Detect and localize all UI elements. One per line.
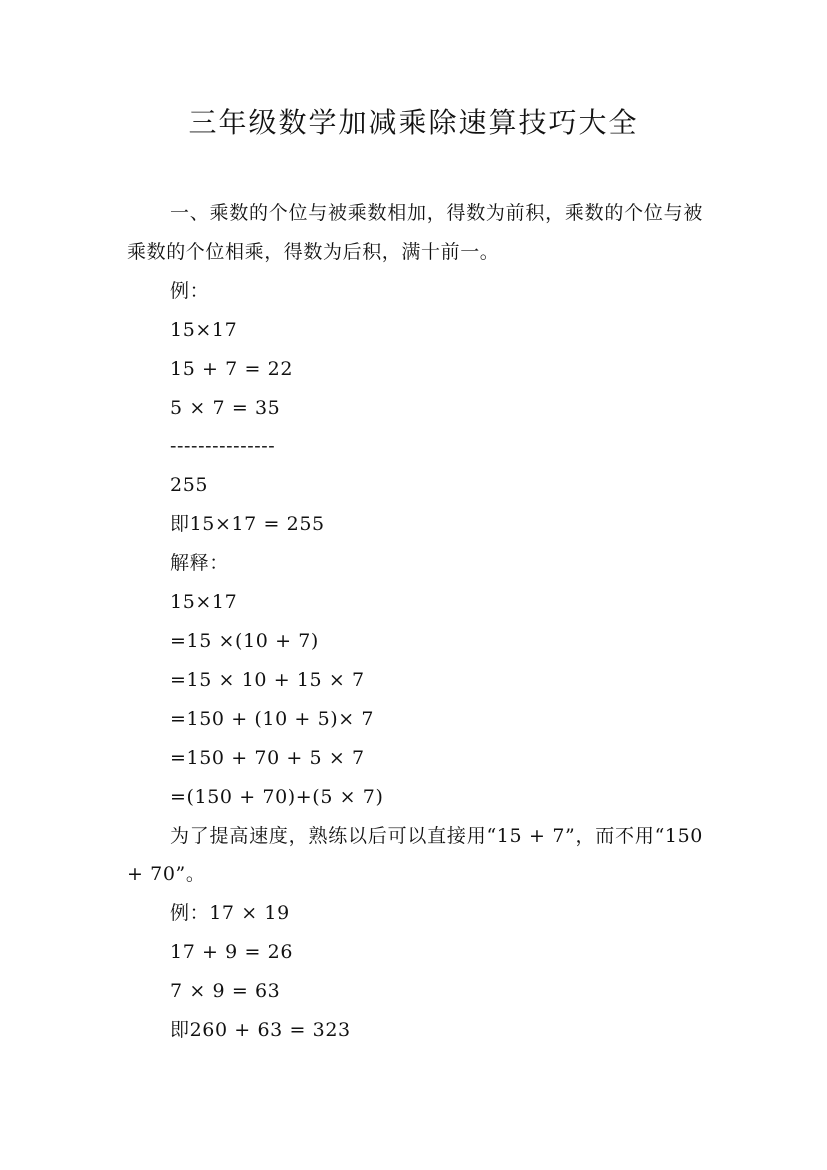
example1-step2: 5 × 7 = 35 [170,396,281,419]
explanation-line: =150 + (10 + 5)× 7 [170,707,375,730]
explanation-line: =15 × 10 + 15 × 7 [170,668,365,691]
tip-paragraph: 为了提高速度，熟练以后可以直接用“15 + 7”，而不用“150 + 70”。 [127,824,703,886]
page-title: 三年级数学加减乘除速算技巧大全 [188,106,639,139]
example1-expression: 15×17 [170,318,238,341]
example-label: 例： [170,279,210,302]
explanation-line: =150 + 70 + 5 × 7 [170,746,365,769]
example1-sum: 255 [170,474,209,497]
example2-step2: 7 × 9 = 63 [170,980,281,1003]
example2-result: 即260 + 63 = 323 [170,1019,351,1042]
example1-divider: --------------- [170,435,276,458]
example1-result: 即15×17 = 255 [170,513,325,536]
explanation-line: 15×17 [170,591,238,614]
document-body [127,194,703,1050]
example2-step1: 17 + 9 = 26 [170,941,294,964]
example2-label: 例：17 × 19 [170,902,290,925]
example1-step1: 15 + 7 = 22 [170,357,294,380]
explanation-line: =(150 + 70)+(5 × 7) [170,785,384,808]
explanation-label: 解释： [170,552,229,575]
intro-paragraph: 一、乘数的个位与被乘数相加，得数为前积，乘数的个位与被乘数的个位相乘，得数为后积，满十前一。 [127,202,703,263]
explanation-line: =15 ×(10 + 7) [170,629,319,652]
